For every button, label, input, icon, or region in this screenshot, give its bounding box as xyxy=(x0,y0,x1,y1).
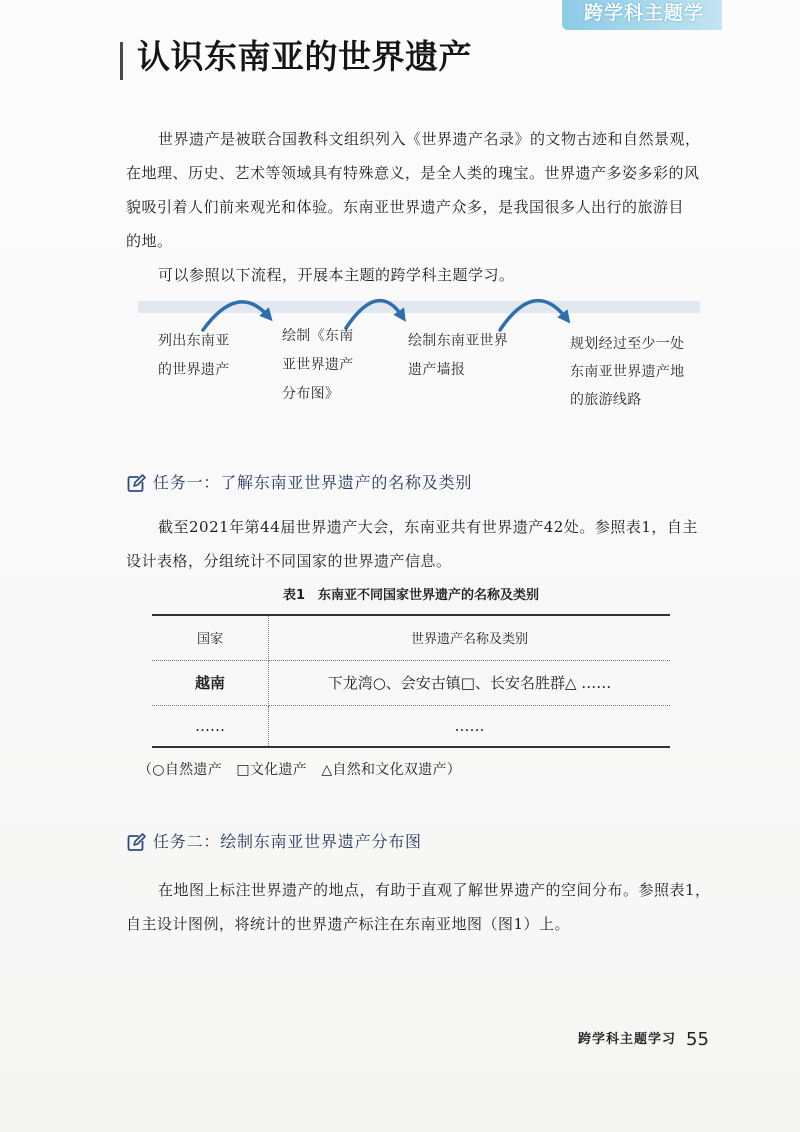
intro-line: 貌吸引着人们前来观光和体验。东南亚世界遗产众多，是我国很多人出行的旅游目 xyxy=(126,198,685,216)
task2-line: 自主设计图例，将统计的世界遗产标注在东南亚地图（图1）上。 xyxy=(126,915,571,933)
intro-paragraph xyxy=(126,122,716,258)
cell-country: …… xyxy=(152,705,269,747)
task2-heading-text: 任务二：绘制东南亚世界遗产分布图 xyxy=(153,832,422,851)
intro-line: 的地。 xyxy=(126,232,173,250)
flow-step-line: 规划经过至少一处 xyxy=(570,336,685,352)
flow-step-line: 遗产墙报 xyxy=(408,362,466,378)
table-row xyxy=(152,660,670,705)
title-accent-bar xyxy=(120,42,123,80)
page-number: 55 xyxy=(686,1029,709,1050)
flow-step-line: 的世界遗产 xyxy=(158,362,230,378)
flow-step-wall-poster xyxy=(408,327,508,385)
flow-step-line: 绘制东南亚世界 xyxy=(408,333,509,349)
task1-heading xyxy=(126,471,472,495)
table-caption: 表1 东南亚不同国家世界遗产的名称及类别 xyxy=(282,588,540,603)
flow-step-draw-map xyxy=(282,322,354,409)
task1-paragraph xyxy=(126,510,716,578)
flow-step-line: 绘制《东南 xyxy=(282,328,354,344)
table-row xyxy=(152,705,670,747)
task1-line: 截至2021年第44届世界遗产大会，东南亚共有世界遗产42处。参照表1，自主 xyxy=(158,518,698,536)
section-badge-label: 跨学科主题学 xyxy=(584,2,705,24)
column-header-country: 国家 xyxy=(152,615,269,660)
curved-arrow-icon xyxy=(203,302,268,330)
column-header-heritage: 世界遗产名称及类别 xyxy=(269,615,671,660)
flow-step-plan-route xyxy=(570,330,684,414)
section-badge xyxy=(562,0,722,30)
cell-heritage: 下龙湾○、会安古镇□、长安名胜群△ …… xyxy=(269,660,671,705)
cell-heritage: …… xyxy=(454,716,485,735)
flow-step-line: 东南亚世界遗产地 xyxy=(570,364,685,380)
flow-step-line: 分布图》 xyxy=(282,386,340,402)
table-header-row xyxy=(152,615,670,660)
intro-line: 在地理、历史、艺术等领域具有特殊意义，是全人类的瑰宝。世界遗产多姿多彩的风 xyxy=(126,164,700,182)
curved-arrow-icon xyxy=(500,301,566,330)
pencil-square-icon xyxy=(126,473,146,493)
flow-step-line: 亚世界遗产 xyxy=(282,357,354,373)
pencil-square-icon xyxy=(126,832,146,852)
heritage-table xyxy=(152,614,670,748)
curved-arrow-icon xyxy=(346,301,402,328)
flow-step-line: 列出东南亚 xyxy=(158,333,230,349)
cell-country: 越南 xyxy=(152,660,269,705)
footer-section-title: 跨学科主题学习 xyxy=(578,1032,677,1047)
intro-line: 世界遗产是被联合国教科文组织列入《世界遗产名录》的文物古迹和自然景观， xyxy=(158,130,701,148)
page-title: 认识东南亚的世界遗产 xyxy=(137,37,472,76)
flow-step-list-heritage xyxy=(158,327,230,385)
table-legend: （○自然遗产 □文化遗产 △自然和文化双遗产） xyxy=(138,762,462,778)
task1-heading-text: 任务一：了解东南亚世界遗产的名称及类别 xyxy=(153,473,473,492)
task2-line: 在地图上标注世界遗产的地点，有助于直观了解世界遗产的空间分布。参照表1， xyxy=(158,881,711,899)
task2-paragraph xyxy=(126,873,716,941)
guide-line: 可以参照以下流程，开展本主题的跨学科主题学习。 xyxy=(158,266,515,284)
task2-heading xyxy=(126,830,422,854)
flow-step-line: 的旅游线路 xyxy=(570,392,642,408)
task1-line: 设计表格，分组统计不同国家的世界遗产信息。 xyxy=(126,552,452,570)
